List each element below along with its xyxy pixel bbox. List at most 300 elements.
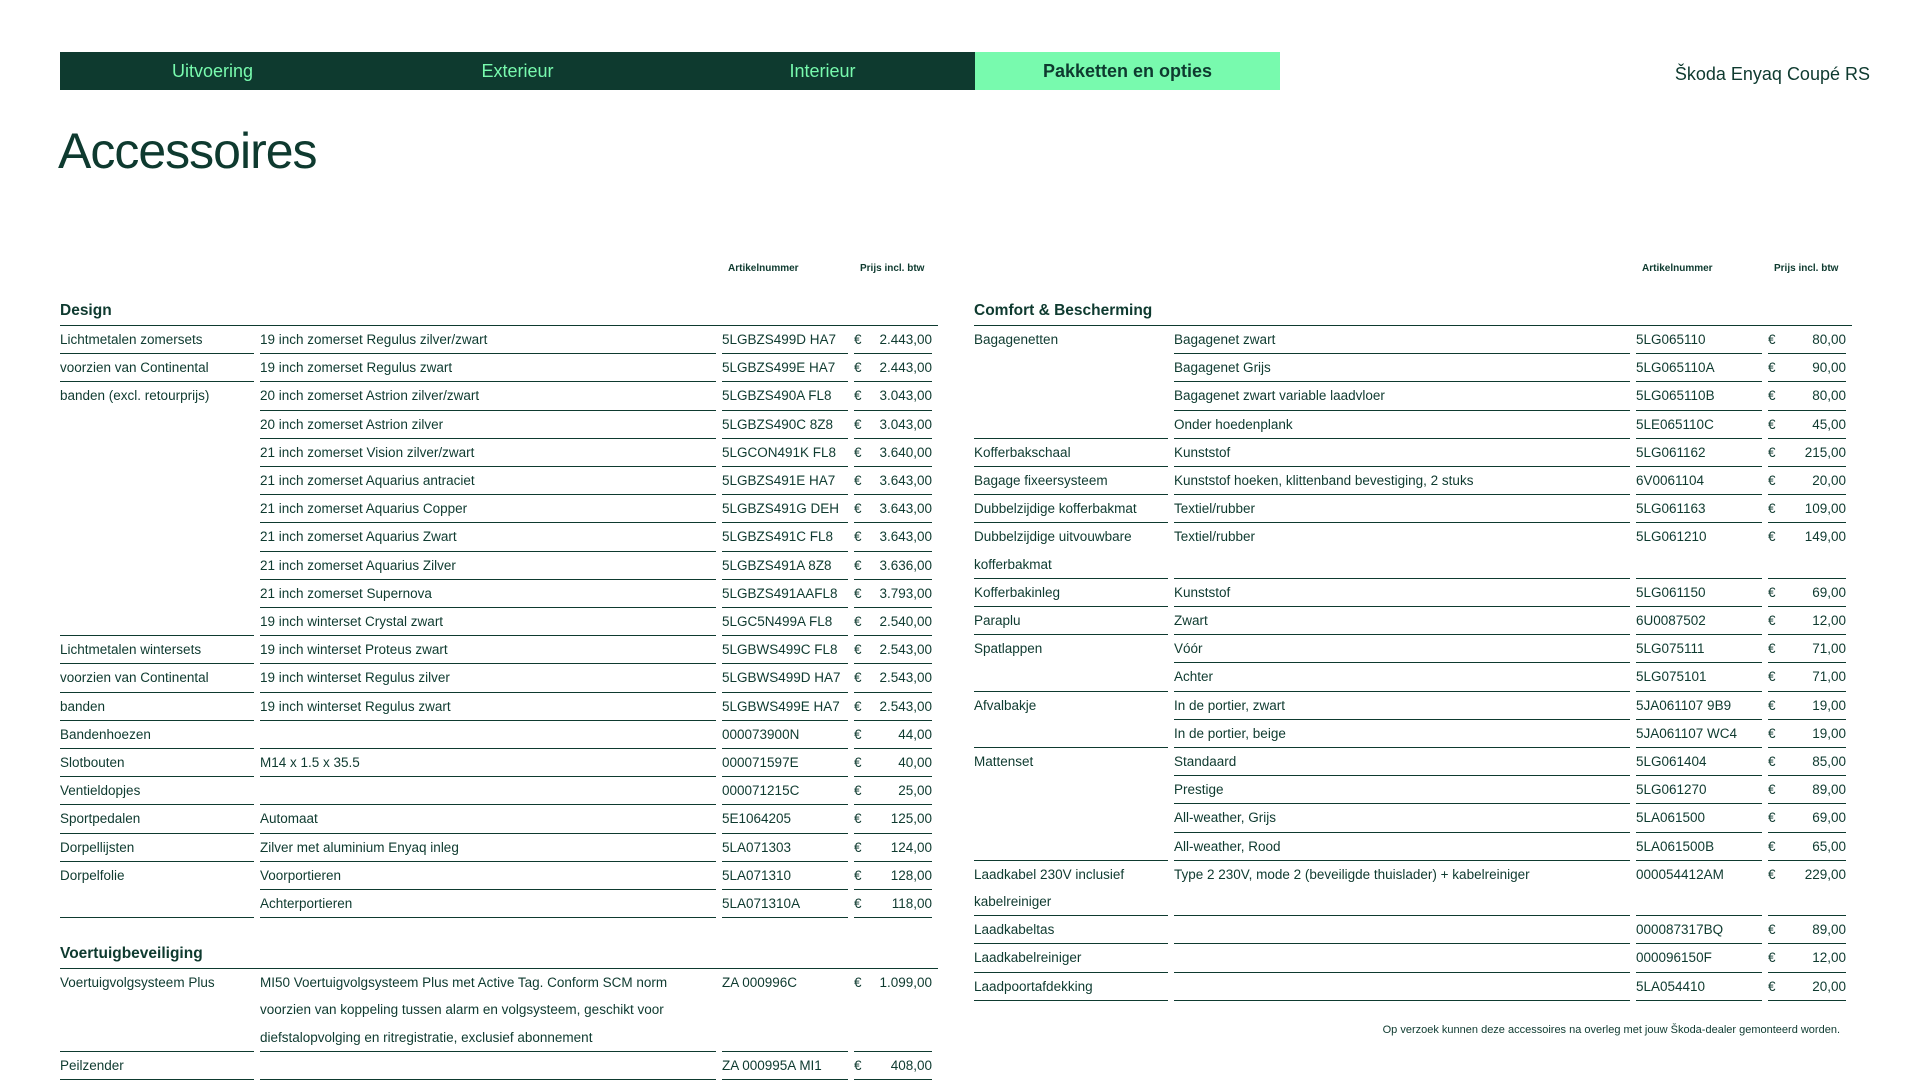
article-number: 000096150F [1636,944,1762,972]
table-row [60,805,938,833]
item-price [854,805,932,833]
article-number-header: Artikelnummer [1642,263,1713,274]
item-description: Type 2 230V, mode 2 (beveiligde thuislader) + kabelreiniger [1174,861,1630,916]
table-row [974,411,1852,439]
item-price [854,890,932,918]
table-row [974,861,1852,916]
item-description: 21 inch zomerset Supernova [260,580,716,608]
item-description [260,777,716,805]
section-title: Comfort & Bescherming [974,299,1158,323]
table-row [60,382,938,410]
price-value: 128,00 [890,867,932,883]
article-number: 5LGC5N499A FL8 [722,608,848,636]
price-value: 118,00 [891,896,932,912]
table-row [60,580,938,608]
item-description: M14 x 1.5 x 35.5 [260,749,716,777]
item-price [1768,776,1846,804]
table-row [60,411,938,439]
price-value: 3.043,00 [879,416,932,432]
item-description: Achter [1174,663,1630,691]
currency-symbol: € [1768,978,1776,994]
item-price [854,439,932,467]
price-value: 19,00 [1812,697,1846,713]
price-value: 2.543,00 [879,642,932,658]
item-description [1174,973,1630,1001]
item-category: Bandenhoezen [60,721,254,749]
price-value: 65,00 [1812,838,1846,854]
item-category: Laadkabel 230V inclusief kabelreiniger [974,861,1168,916]
price-value: 44,00 [898,726,932,742]
price-value: 12,00 [1812,613,1846,629]
article-number: 5LGBZS491A 8Z8 [722,552,848,580]
table-row [60,693,938,721]
item-description: Achterportieren [260,890,716,918]
item-category [60,495,254,523]
table-row [60,608,938,636]
table-row [974,916,1852,944]
item-category: Voertuigvolgsysteem Plus [60,969,254,1052]
item-category: Kofferbakinleg [974,579,1168,607]
item-description: 21 inch zomerset Aquarius antraciet [260,467,716,495]
currency-symbol: € [854,670,862,686]
currency-symbol: € [854,416,862,432]
article-number: 5LA054410 [1636,973,1762,1001]
item-price [854,834,932,862]
item-category: Mattenset [974,754,1034,770]
article-number: 6U0087502 [1636,607,1762,635]
item-category: Slotbouten [60,749,254,777]
price-value: 90,00 [1812,360,1846,376]
column-header-row [974,255,1852,275]
page-title: Accessoires [58,123,317,179]
price-value: 2.540,00 [879,614,932,630]
item-description: All-weather, Grijs [1174,804,1630,832]
item-price [1768,833,1846,861]
item-description: Onder hoedenplank [1174,411,1630,439]
item-description: Automaat [260,805,716,833]
currency-symbol: € [854,698,862,714]
item-description: All-weather, Rood [1174,833,1630,861]
item-price [1768,523,1846,578]
item-category [974,382,1168,410]
table-row [974,720,1852,748]
item-category [60,552,254,580]
currency-symbol: € [854,755,862,771]
article-number: 5LG065110A [1636,354,1762,382]
price-value: 215,00 [1804,444,1846,460]
price-value: 89,00 [1812,782,1846,798]
price-value: 20,00 [1812,978,1846,994]
table-row [60,721,938,749]
item-description: 21 inch zomerset Vision zilver/zwart [260,439,716,467]
currency-symbol: € [1768,444,1776,460]
table-row [60,523,938,551]
price-value: 45,00 [1812,416,1846,432]
item-description: Zilver met aluminium Enyaq inleg [260,834,716,862]
article-number: 5E1064205 [722,805,848,833]
table-row [60,834,938,862]
table-row [60,664,938,692]
currency-symbol: € [854,1057,862,1073]
item-price [854,693,932,721]
article-number: 5LGBZS491C FL8 [722,523,848,551]
price-value: 3.643,00 [879,529,932,545]
item-price [854,382,932,410]
article-number: 5LGBZS499E HA7 [722,354,848,382]
article-number: 5LG061150 [1636,579,1762,607]
item-category [60,467,254,495]
article-number: 000087317BQ [1636,916,1762,944]
table-row [974,607,1852,635]
article-number: 5LA061500 [1636,804,1762,832]
item-price [1768,467,1846,495]
currency-symbol: € [1768,838,1776,854]
table-row [974,326,1852,354]
price-value: 2.443,00 [879,332,932,347]
currency-symbol: € [854,783,862,799]
currency-symbol: € [1768,697,1776,713]
tab-interieur[interactable]: Interieur [789,60,856,81]
article-number: 5LG075111 [1636,635,1762,663]
tab-uitvoering[interactable]: Uitvoering [171,60,254,81]
price-value: 69,00 [1812,584,1846,600]
item-price [1768,495,1846,523]
article-number: 5LA071303 [722,834,848,862]
section-tabs [60,52,1280,90]
currency-symbol: € [1768,501,1776,517]
table-row [60,354,938,382]
item-category [974,663,1168,691]
section-heading [60,918,938,969]
item-category: Dorpelfolie [60,867,125,883]
tab-pakketten-en-opties[interactable]: Pakketten en opties [975,52,1280,90]
item-price [1768,326,1846,354]
item-description: Kunststof hoeken, klittenband bevestiging, 2 stuks [1174,467,1630,495]
item-category: voorzien van Continental [60,354,254,382]
item-category [60,890,254,918]
brand-model: Škoda Enyaq Coupé RS [1674,64,1870,84]
currency-symbol: € [1768,950,1776,966]
currency-symbol: € [854,388,862,404]
article-number: ZA 000995A MI1 [722,1052,848,1080]
item-category [60,439,254,467]
currency-symbol: € [1768,641,1776,657]
item-description: 20 inch zomerset Astrion zilver [260,411,716,439]
item-category: Bagagenetten [974,332,1059,347]
item-price [1768,692,1846,720]
item-category [60,580,254,608]
item-category: Laadkabeltas [974,916,1168,944]
accessories-table-right [974,255,1852,1001]
item-category [60,523,254,551]
article-number: 5LGBWS499C FL8 [722,636,848,664]
price-value: 69,00 [1812,810,1846,826]
price-value: 80,00 [1812,388,1846,404]
article-number: 5LG061210 [1636,523,1762,578]
item-description: Kunststof [1174,439,1630,467]
item-category: Lichtmetalen wintersets [60,636,254,664]
item-category [974,776,1168,804]
table-row [974,663,1852,691]
table-row [974,804,1852,832]
article-number: 000071597E [722,749,848,777]
price-value: 125,00 [890,811,932,827]
item-price [854,777,932,805]
price-value: 2.443,00 [879,360,932,376]
item-category [974,411,1168,439]
currency-symbol: € [1768,810,1776,826]
table-row [974,944,1852,972]
item-price [854,580,932,608]
table-row [974,776,1852,804]
item-category [974,833,1168,861]
currency-symbol: € [854,896,862,912]
currency-symbol: € [854,332,862,347]
currency-symbol: € [854,642,862,658]
currency-symbol: € [854,867,862,883]
article-number: 5LG061163 [1636,495,1762,523]
item-description: Bagagenet zwart variable laadvloer [1174,382,1630,410]
table-row [60,326,938,354]
item-description: Textiel/rubber [1174,495,1630,523]
article-number: 5JA061107 WC4 [1636,720,1762,748]
price-value: 71,00 [1812,641,1846,657]
item-category: Sportpedalen [60,805,254,833]
table-row [974,692,1852,720]
table-row [60,969,938,1052]
item-description [1174,944,1630,972]
price-value: 2.543,00 [879,670,932,686]
item-description: Voorportieren [260,862,716,890]
item-description: 21 inch zomerset Aquarius Zwart [260,523,716,551]
table-row [60,552,938,580]
price-header: Prijs incl. btw [860,263,925,274]
table-row [60,439,938,467]
currency-symbol: € [1768,584,1776,600]
item-price [1768,354,1846,382]
price-value: 85,00 [1812,754,1846,770]
article-number: 6V0061104 [1636,467,1762,495]
price-value: 12,00 [1812,950,1846,966]
price-value: 124,00 [890,839,932,855]
item-price [1768,663,1846,691]
item-description: 19 inch zomerset Regulus zilver/zwart [260,326,716,354]
section-title: Design [60,299,118,323]
item-description: 21 inch zomerset Aquarius Zilver [260,552,716,580]
table-row [60,1052,938,1080]
currency-symbol: € [1768,388,1776,404]
currency-symbol: € [854,839,862,855]
item-category: Dorpellijsten [60,834,254,862]
price-value: 149,00 [1804,529,1846,545]
item-price [854,969,932,1052]
currency-symbol: € [854,975,862,991]
item-category: Afvalbakje [974,697,1037,713]
item-price [854,523,932,551]
article-number: 000073900N [722,721,848,749]
accessories-table-left [60,255,938,1080]
item-description [1174,916,1630,944]
currency-symbol: € [1768,613,1776,629]
item-category: Kofferbakschaal [974,439,1168,467]
item-price [854,636,932,664]
currency-symbol: € [1768,529,1776,545]
price-value: 89,00 [1812,922,1846,938]
article-number: 000071215C [722,777,848,805]
price-value: 3.793,00 [879,585,932,601]
article-number: 5JA061107 9B9 [1636,692,1762,720]
item-description: 20 inch zomerset Astrion zilver/zwart [260,382,716,410]
article-number: 5LA071310A [722,890,848,918]
item-price [854,354,932,382]
currency-symbol: € [1768,416,1776,432]
column-header-row [60,255,938,275]
table-row [974,635,1852,663]
price-value: 3.643,00 [879,501,932,517]
article-number: 5LA071310 [722,862,848,890]
item-price [854,1052,932,1080]
table-row [974,523,1852,578]
item-category [974,354,1168,382]
item-description: Textiel/rubber [1174,523,1630,578]
item-category [974,720,1168,748]
item-price [1768,720,1846,748]
price-value: 229,00 [1804,866,1846,882]
price-value: 20,00 [1812,473,1846,489]
item-price [854,552,932,580]
price-value: 3.640,00 [879,444,932,460]
currency-symbol: € [1768,866,1776,882]
currency-symbol: € [854,473,862,489]
section-heading [974,275,1852,326]
currency-symbol: € [1768,473,1776,489]
table-row [974,382,1852,410]
item-price [1768,748,1846,776]
item-description: In de portier, zwart [1174,692,1630,720]
article-number: 5LGBZS491E HA7 [722,467,848,495]
table-row [974,833,1852,861]
item-description: Zwart [1174,607,1630,635]
price-value: 3.636,00 [879,557,932,573]
item-description [260,721,716,749]
price-value: 3.643,00 [879,473,932,489]
currency-symbol: € [854,811,862,827]
item-description: 19 inch winterset Regulus zilver [260,664,716,692]
price-value: 408,00 [890,1057,932,1073]
item-price [1768,411,1846,439]
table-row [60,495,938,523]
item-price [854,326,932,354]
section-heading [60,275,938,326]
item-category [60,608,254,636]
table-row [974,439,1852,467]
currency-symbol: € [854,360,862,376]
table-row [60,636,938,664]
section-title: Voertuigbeveiliging [60,942,209,966]
item-category: Lichtmetalen zomersets [60,326,254,354]
item-category: Dubbelzijdige kofferbakmat [974,495,1168,523]
item-price [1768,439,1846,467]
table-row [974,579,1852,607]
item-category: banden [60,693,254,721]
currency-symbol: € [1768,782,1776,798]
table-row [974,495,1852,523]
currency-symbol: € [1768,922,1776,938]
item-description: 19 inch winterset Proteus zwart [260,636,716,664]
item-price [854,411,932,439]
item-description: 19 inch winterset Regulus zwart [260,693,716,721]
item-description: Bagagenet Grijs [1174,354,1630,382]
item-category: Laadkabelreiniger [974,944,1168,972]
currency-symbol: € [854,726,862,742]
table-row [974,467,1852,495]
table-row [974,973,1852,1001]
article-number: 5LA061500B [1636,833,1762,861]
price-value: 1.099,00 [879,975,932,991]
item-category: Dubbelzijdige uitvouwbare kofferbakmat [974,523,1168,578]
currency-symbol: € [854,501,862,517]
table-row [60,749,938,777]
item-description: In de portier, beige [1174,720,1630,748]
item-description: Bagagenet zwart [1174,326,1630,354]
currency-symbol: € [1768,725,1776,741]
article-number: 5LGBWS499E HA7 [722,693,848,721]
article-number: ZA 000996C [722,969,848,1052]
item-price [1768,916,1846,944]
footnote: Op verzoek kunnen deze accessoires na overleg met jouw Škoda-dealer gemonteerd worden. [1382,1024,1840,1036]
price-value: 2.543,00 [879,698,932,714]
item-price [1768,607,1846,635]
item-description: 19 inch winterset Crystal zwart [260,608,716,636]
article-number: 5LG061162 [1636,439,1762,467]
table-row [60,862,938,890]
table-row [974,748,1852,776]
item-price [1768,804,1846,832]
price-value: 25,00 [898,783,932,799]
price-value: 3.043,00 [879,388,932,404]
item-price [1768,382,1846,410]
item-price [854,495,932,523]
item-description: Standaard [1174,748,1630,776]
article-number: 5LGBZS490C 8Z8 [722,411,848,439]
item-category [974,804,1168,832]
item-category: Ventieldopjes [60,777,254,805]
price-value: 19,00 [1812,725,1846,741]
item-description: Vóór [1174,635,1630,663]
item-category: Laadpoortafdekking [974,973,1168,1001]
item-description: Prestige [1174,776,1630,804]
currency-symbol: € [1768,669,1776,685]
item-category: Peilzender [60,1052,254,1080]
currency-symbol: € [854,585,862,601]
item-description: MI50 Voertuigvolgsysteem Plus met Active Tag. Conform SCM norm voorzien van koppeling tussen alarm en volgsysteem, geschikt voor diefstalopvolging en ritregistratie, exclusief abonnement [260,969,716,1052]
item-category: Paraplu [974,607,1168,635]
price-value: 71,00 [1812,669,1846,685]
currency-symbol: € [854,614,862,630]
item-category: voorzien van Continental [60,664,254,692]
item-price [854,862,932,890]
tab-exterieur[interactable]: Exterieur [481,60,554,81]
currency-symbol: € [854,529,862,545]
item-price [854,664,932,692]
item-category: Bagage fixeersysteem [974,467,1168,495]
item-category: banden (excl. retourprijs) [60,388,210,404]
item-price [1768,635,1846,663]
article-number: 5LG061270 [1636,776,1762,804]
table-row [60,467,938,495]
table-row [60,777,938,805]
price-value: 109,00 [1804,501,1846,517]
